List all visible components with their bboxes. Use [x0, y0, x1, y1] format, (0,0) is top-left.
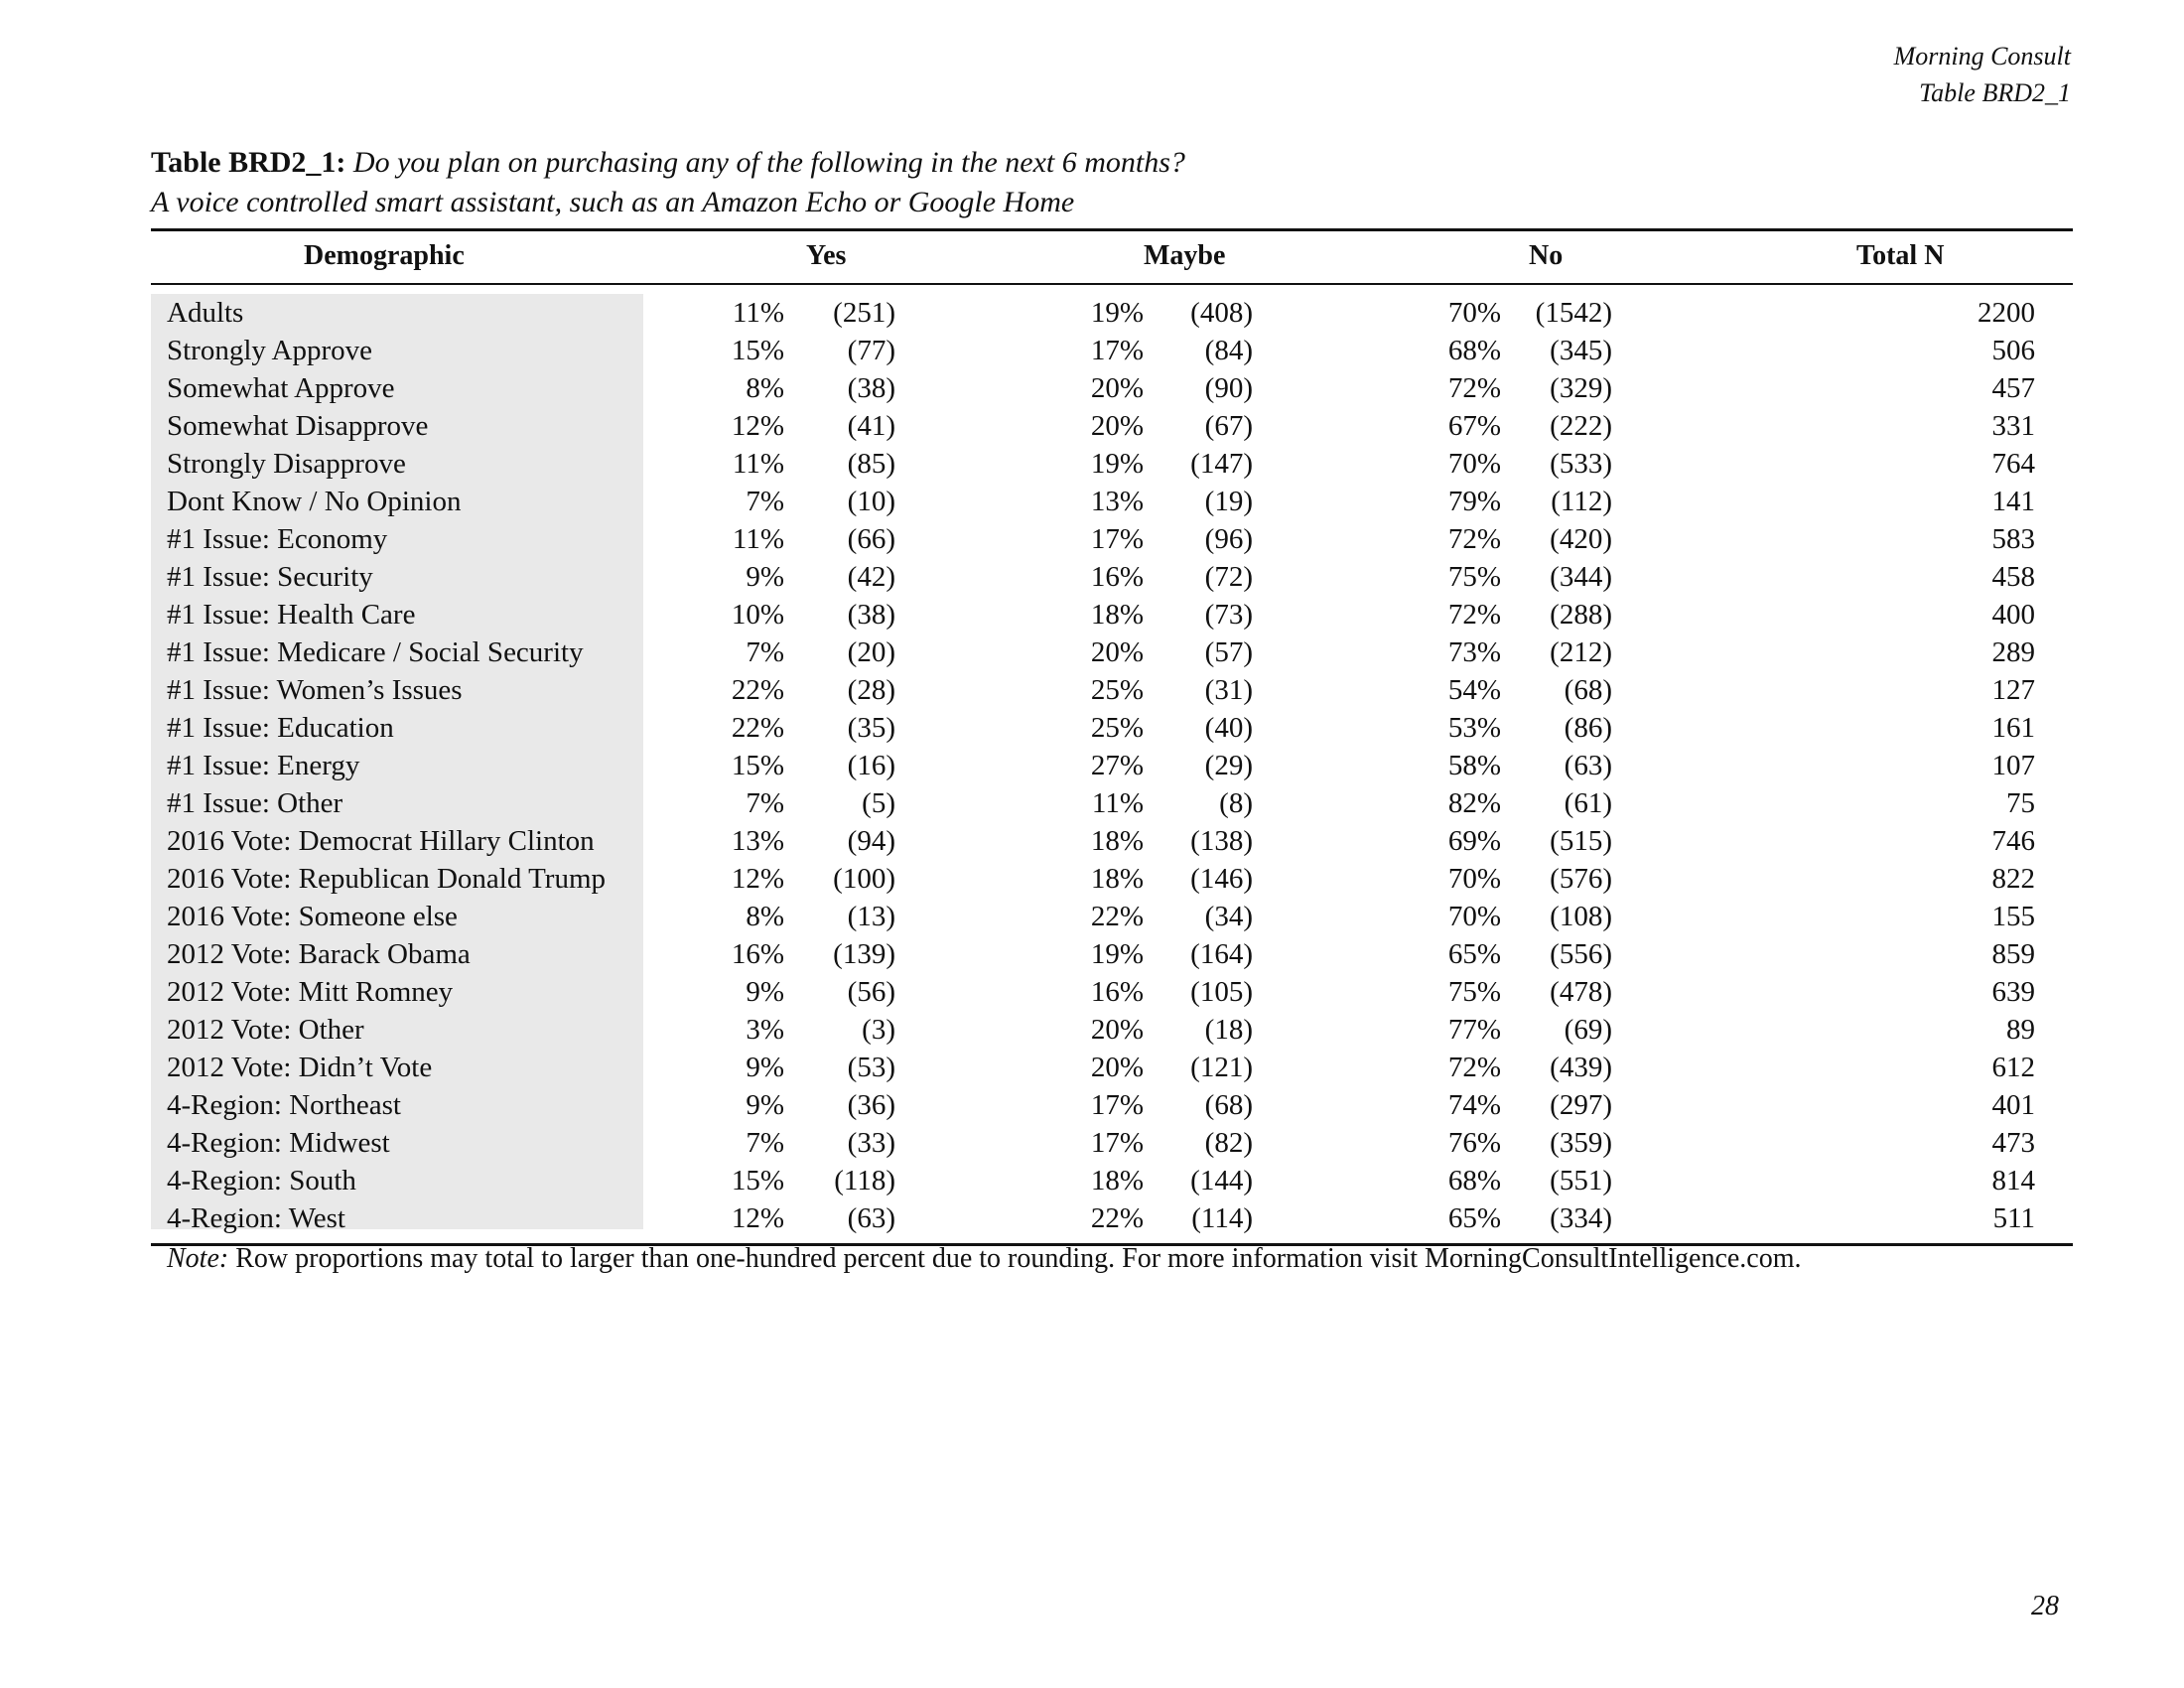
no-count-cell: (69) [1564, 1014, 1612, 1046]
yes-count-cell: (10) [847, 486, 895, 517]
table-row [0, 822, 2184, 860]
note-text: Row proportions may total to larger than one-hundred percent due to rounding. For more information visit MorningConsultIntelligence.com. [235, 1243, 1802, 1274]
maybe-count-cell: (73) [1204, 599, 1253, 631]
demographic-cell: 2012 Vote: Mitt Romney [167, 976, 454, 1008]
demographic-cell: 2012 Vote: Didn’t Vote [167, 1052, 433, 1083]
total-n-cell: 473 [1991, 1127, 2035, 1159]
total-n-cell: 400 [1991, 599, 2035, 631]
table-row [0, 294, 2184, 332]
demographic-cell: Somewhat Disapprove [167, 410, 429, 442]
maybe-count-cell: (138) [1190, 825, 1253, 857]
column-header-maybe: Maybe [1144, 240, 1226, 271]
total-n-cell: 639 [1991, 976, 2035, 1008]
maybe-count-cell: (68) [1204, 1089, 1253, 1121]
no-count-cell: (222) [1550, 410, 1612, 442]
yes-percent-cell: 15% [731, 335, 784, 366]
table-row [0, 709, 2184, 747]
yes-count-cell: (13) [847, 901, 895, 932]
no-count-cell: (439) [1550, 1052, 1612, 1083]
yes-percent-cell: 12% [731, 410, 784, 442]
maybe-percent-cell: 20% [1090, 410, 1144, 442]
maybe-count-cell: (121) [1190, 1052, 1253, 1083]
demographic-cell: #1 Issue: Education [167, 712, 394, 744]
no-count-cell: (533) [1550, 448, 1612, 480]
no-percent-cell: 82% [1447, 787, 1501, 819]
table-row [0, 407, 2184, 445]
maybe-count-cell: (90) [1204, 372, 1253, 404]
demographic-cell: Strongly Disapprove [167, 448, 406, 480]
column-header-total: Total N [1856, 240, 1945, 271]
no-percent-cell: 65% [1447, 938, 1501, 970]
yes-percent-cell: 13% [731, 825, 784, 857]
maybe-count-cell: (67) [1204, 410, 1253, 442]
demographic-cell: 2016 Vote: Someone else [167, 901, 458, 932]
no-percent-cell: 58% [1447, 750, 1501, 781]
no-count-cell: (551) [1550, 1165, 1612, 1196]
maybe-count-cell: (114) [1191, 1202, 1253, 1234]
no-count-cell: (1542) [1535, 297, 1612, 329]
page-number: 28 [2031, 1591, 2059, 1621]
table-row [0, 1199, 2184, 1237]
no-percent-cell: 70% [1447, 863, 1501, 895]
yes-count-cell: (66) [847, 523, 895, 555]
maybe-percent-cell: 18% [1090, 1165, 1144, 1196]
maybe-percent-cell: 16% [1090, 976, 1144, 1008]
maybe-count-cell: (82) [1204, 1127, 1253, 1159]
demographic-cell: 4-Region: South [167, 1165, 356, 1196]
no-count-cell: (288) [1550, 599, 1612, 631]
total-n-cell: 331 [1991, 410, 2035, 442]
no-count-cell: (108) [1550, 901, 1612, 932]
table-row [0, 898, 2184, 935]
yes-count-cell: (41) [847, 410, 895, 442]
maybe-count-cell: (19) [1204, 486, 1253, 517]
demographic-cell: #1 Issue: Women’s Issues [167, 674, 463, 706]
maybe-percent-cell: 20% [1090, 636, 1144, 668]
column-header-demographic: Demographic [304, 240, 465, 271]
maybe-percent-cell: 20% [1090, 372, 1144, 404]
no-count-cell: (556) [1550, 938, 1612, 970]
yes-count-cell: (3) [862, 1014, 895, 1046]
no-percent-cell: 68% [1447, 335, 1501, 366]
table-note [167, 1239, 1802, 1279]
total-n-cell: 746 [1991, 825, 2035, 857]
maybe-percent-cell: 13% [1090, 486, 1144, 517]
table-title [151, 143, 1185, 222]
maybe-percent-cell: 22% [1090, 901, 1144, 932]
maybe-count-cell: (84) [1204, 335, 1253, 366]
maybe-percent-cell: 25% [1090, 712, 1144, 744]
yes-count-cell: (118) [834, 1165, 895, 1196]
yes-percent-cell: 8% [746, 901, 784, 932]
yes-count-cell: (100) [833, 863, 895, 895]
table-row [0, 1086, 2184, 1124]
maybe-percent-cell: 20% [1090, 1052, 1144, 1083]
yes-count-cell: (35) [847, 712, 895, 744]
table-row [0, 558, 2184, 596]
total-n-cell: 2200 [1978, 297, 2035, 329]
table-row [0, 1162, 2184, 1199]
total-n-cell: 814 [1991, 1165, 2035, 1196]
yes-percent-cell: 12% [731, 863, 784, 895]
no-percent-cell: 70% [1447, 901, 1501, 932]
yes-percent-cell: 9% [746, 561, 784, 593]
total-n-cell: 89 [2006, 1014, 2035, 1046]
no-percent-cell: 70% [1447, 297, 1501, 329]
yes-percent-cell: 12% [731, 1202, 784, 1234]
table-row [0, 1124, 2184, 1162]
yes-percent-cell: 15% [731, 750, 784, 781]
yes-count-cell: (56) [847, 976, 895, 1008]
maybe-count-cell: (29) [1204, 750, 1253, 781]
total-n-cell: 127 [1991, 674, 2035, 706]
no-percent-cell: 76% [1447, 1127, 1501, 1159]
no-count-cell: (359) [1550, 1127, 1612, 1159]
column-header-yes: Yes [806, 240, 847, 271]
company-name: Morning Consult [1893, 42, 2071, 70]
demographic-cell: 2016 Vote: Democrat Hillary Clinton [167, 825, 595, 857]
total-n-cell: 457 [1991, 372, 2035, 404]
page-header [1894, 38, 2071, 111]
no-count-cell: (420) [1550, 523, 1612, 555]
demographic-cell: 4-Region: West [167, 1202, 345, 1234]
demographic-cell: #1 Issue: Energy [167, 750, 360, 781]
demographic-cell: #1 Issue: Security [167, 561, 373, 593]
no-percent-cell: 53% [1447, 712, 1501, 744]
maybe-percent-cell: 19% [1090, 297, 1144, 329]
maybe-count-cell: (146) [1190, 863, 1253, 895]
top-rule [151, 228, 2073, 231]
yes-percent-cell: 16% [731, 938, 784, 970]
table-row [0, 445, 2184, 483]
maybe-count-cell: (57) [1204, 636, 1253, 668]
maybe-count-cell: (164) [1190, 938, 1253, 970]
no-count-cell: (576) [1550, 863, 1612, 895]
maybe-count-cell: (144) [1190, 1165, 1253, 1196]
total-n-cell: 511 [1992, 1202, 2035, 1234]
yes-count-cell: (53) [847, 1052, 895, 1083]
maybe-percent-cell: 17% [1090, 335, 1144, 366]
maybe-count-cell: (105) [1190, 976, 1253, 1008]
yes-percent-cell: 22% [731, 712, 784, 744]
maybe-percent-cell: 27% [1090, 750, 1144, 781]
table-row [0, 1049, 2184, 1086]
maybe-percent-cell: 25% [1090, 674, 1144, 706]
total-n-cell: 458 [1991, 561, 2035, 593]
no-count-cell: (86) [1564, 712, 1612, 744]
maybe-percent-cell: 11% [1091, 787, 1144, 819]
header-rule [151, 283, 2073, 285]
no-percent-cell: 75% [1447, 976, 1501, 1008]
maybe-count-cell: (40) [1204, 712, 1253, 744]
no-percent-cell: 70% [1447, 448, 1501, 480]
demographic-cell: #1 Issue: Economy [167, 523, 388, 555]
table-question: Do you plan on purchasing any of the following in the next 6 months? [352, 146, 1185, 179]
table-row [0, 784, 2184, 822]
yes-percent-cell: 22% [731, 674, 784, 706]
no-count-cell: (329) [1550, 372, 1612, 404]
maybe-count-cell: (96) [1204, 523, 1253, 555]
yes-count-cell: (16) [847, 750, 895, 781]
total-n-cell: 506 [1991, 335, 2035, 366]
no-percent-cell: 79% [1447, 486, 1501, 517]
note-label: Note: [167, 1243, 229, 1274]
yes-percent-cell: 11% [732, 523, 784, 555]
total-n-cell: 612 [1991, 1052, 2035, 1083]
total-n-cell: 161 [1991, 712, 2035, 744]
yes-count-cell: (20) [847, 636, 895, 668]
maybe-percent-cell: 19% [1090, 448, 1144, 480]
demographic-cell: 2012 Vote: Barack Obama [167, 938, 471, 970]
no-percent-cell: 77% [1447, 1014, 1501, 1046]
yes-count-cell: (33) [847, 1127, 895, 1159]
demographic-cell: 4-Region: Northeast [167, 1089, 401, 1121]
yes-count-cell: (251) [833, 297, 895, 329]
table-row [0, 973, 2184, 1011]
table-row [0, 520, 2184, 558]
no-count-cell: (112) [1551, 486, 1612, 517]
maybe-percent-cell: 17% [1090, 1089, 1144, 1121]
yes-count-cell: (42) [847, 561, 895, 593]
demographic-cell: Dont Know / No Opinion [167, 486, 462, 517]
maybe-percent-cell: 22% [1090, 1202, 1144, 1234]
table-row [0, 332, 2184, 369]
no-percent-cell: 72% [1447, 1052, 1501, 1083]
no-count-cell: (344) [1550, 561, 1612, 593]
table-row [0, 671, 2184, 709]
total-n-cell: 107 [1991, 750, 2035, 781]
maybe-percent-cell: 19% [1090, 938, 1144, 970]
maybe-percent-cell: 16% [1090, 561, 1144, 593]
no-count-cell: (334) [1550, 1202, 1612, 1234]
maybe-count-cell: (31) [1204, 674, 1253, 706]
no-percent-cell: 68% [1447, 1165, 1501, 1196]
yes-percent-cell: 7% [746, 787, 784, 819]
maybe-percent-cell: 20% [1090, 1014, 1144, 1046]
no-percent-cell: 72% [1447, 599, 1501, 631]
maybe-count-cell: (18) [1204, 1014, 1253, 1046]
yes-count-cell: (28) [847, 674, 895, 706]
table-row [0, 369, 2184, 407]
yes-count-cell: (38) [847, 372, 895, 404]
table-label: Table BRD2_1: [151, 146, 346, 179]
no-count-cell: (345) [1550, 335, 1612, 366]
no-percent-cell: 65% [1447, 1202, 1501, 1234]
yes-count-cell: (77) [847, 335, 895, 366]
no-percent-cell: 74% [1447, 1089, 1501, 1121]
no-count-cell: (61) [1564, 787, 1612, 819]
yes-percent-cell: 11% [732, 297, 784, 329]
total-n-cell: 141 [1991, 486, 2035, 517]
yes-count-cell: (94) [847, 825, 895, 857]
no-percent-cell: 72% [1447, 372, 1501, 404]
no-count-cell: (297) [1550, 1089, 1612, 1121]
column-header-no: No [1529, 240, 1564, 271]
table-subtitle: A voice controlled smart assistant, such as an Amazon Echo or Google Home [151, 186, 1075, 218]
maybe-count-cell: (72) [1204, 561, 1253, 593]
demographic-cell: Strongly Approve [167, 335, 373, 366]
maybe-percent-cell: 18% [1090, 863, 1144, 895]
no-count-cell: (68) [1564, 674, 1612, 706]
demographic-cell: #1 Issue: Health Care [167, 599, 416, 631]
maybe-percent-cell: 18% [1090, 825, 1144, 857]
yes-count-cell: (63) [847, 1202, 895, 1234]
total-n-cell: 859 [1991, 938, 2035, 970]
total-n-cell: 401 [1991, 1089, 2035, 1121]
demographic-cell: #1 Issue: Medicare / Social Security [167, 636, 584, 668]
table-row [0, 633, 2184, 671]
yes-percent-cell: 15% [731, 1165, 784, 1196]
no-percent-cell: 73% [1447, 636, 1501, 668]
demographic-cell: 2012 Vote: Other [167, 1014, 364, 1046]
yes-percent-cell: 9% [746, 1089, 784, 1121]
yes-percent-cell: 9% [746, 1052, 784, 1083]
table-row [0, 1011, 2184, 1049]
maybe-count-cell: (34) [1204, 901, 1253, 932]
table-id: Table BRD2_1 [1919, 78, 2071, 107]
maybe-percent-cell: 17% [1090, 1127, 1144, 1159]
yes-percent-cell: 10% [731, 599, 784, 631]
total-n-cell: 75 [2006, 787, 2035, 819]
yes-percent-cell: 3% [746, 1014, 784, 1046]
total-n-cell: 155 [1991, 901, 2035, 932]
maybe-count-cell: (408) [1190, 297, 1253, 329]
maybe-percent-cell: 18% [1090, 599, 1144, 631]
yes-count-cell: (85) [847, 448, 895, 480]
table-row [0, 935, 2184, 973]
table-row [0, 596, 2184, 633]
demographic-cell: 4-Region: Midwest [167, 1127, 390, 1159]
total-n-cell: 583 [1991, 523, 2035, 555]
no-count-cell: (63) [1564, 750, 1612, 781]
yes-count-cell: (38) [847, 599, 895, 631]
table-row [0, 860, 2184, 898]
no-percent-cell: 75% [1447, 561, 1501, 593]
no-count-cell: (478) [1550, 976, 1612, 1008]
yes-percent-cell: 7% [746, 1127, 784, 1159]
total-n-cell: 822 [1991, 863, 2035, 895]
yes-percent-cell: 11% [732, 448, 784, 480]
yes-count-cell: (139) [833, 938, 895, 970]
table-row [0, 747, 2184, 784]
demographic-cell: Adults [167, 297, 244, 329]
maybe-count-cell: (147) [1190, 448, 1253, 480]
no-percent-cell: 69% [1447, 825, 1501, 857]
table-row [0, 483, 2184, 520]
total-n-cell: 289 [1991, 636, 2035, 668]
total-n-cell: 764 [1991, 448, 2035, 480]
yes-count-cell: (36) [847, 1089, 895, 1121]
yes-percent-cell: 7% [746, 486, 784, 517]
no-percent-cell: 72% [1447, 523, 1501, 555]
yes-percent-cell: 9% [746, 976, 784, 1008]
yes-percent-cell: 8% [746, 372, 784, 404]
maybe-count-cell: (8) [1219, 787, 1253, 819]
yes-percent-cell: 7% [746, 636, 784, 668]
maybe-percent-cell: 17% [1090, 523, 1144, 555]
demographic-cell: Somewhat Approve [167, 372, 395, 404]
no-percent-cell: 67% [1447, 410, 1501, 442]
demographic-cell: 2016 Vote: Republican Donald Trump [167, 863, 606, 895]
no-count-cell: (515) [1550, 825, 1612, 857]
no-count-cell: (212) [1550, 636, 1612, 668]
yes-count-cell: (5) [862, 787, 895, 819]
demographic-cell: #1 Issue: Other [167, 787, 343, 819]
no-percent-cell: 54% [1447, 674, 1501, 706]
